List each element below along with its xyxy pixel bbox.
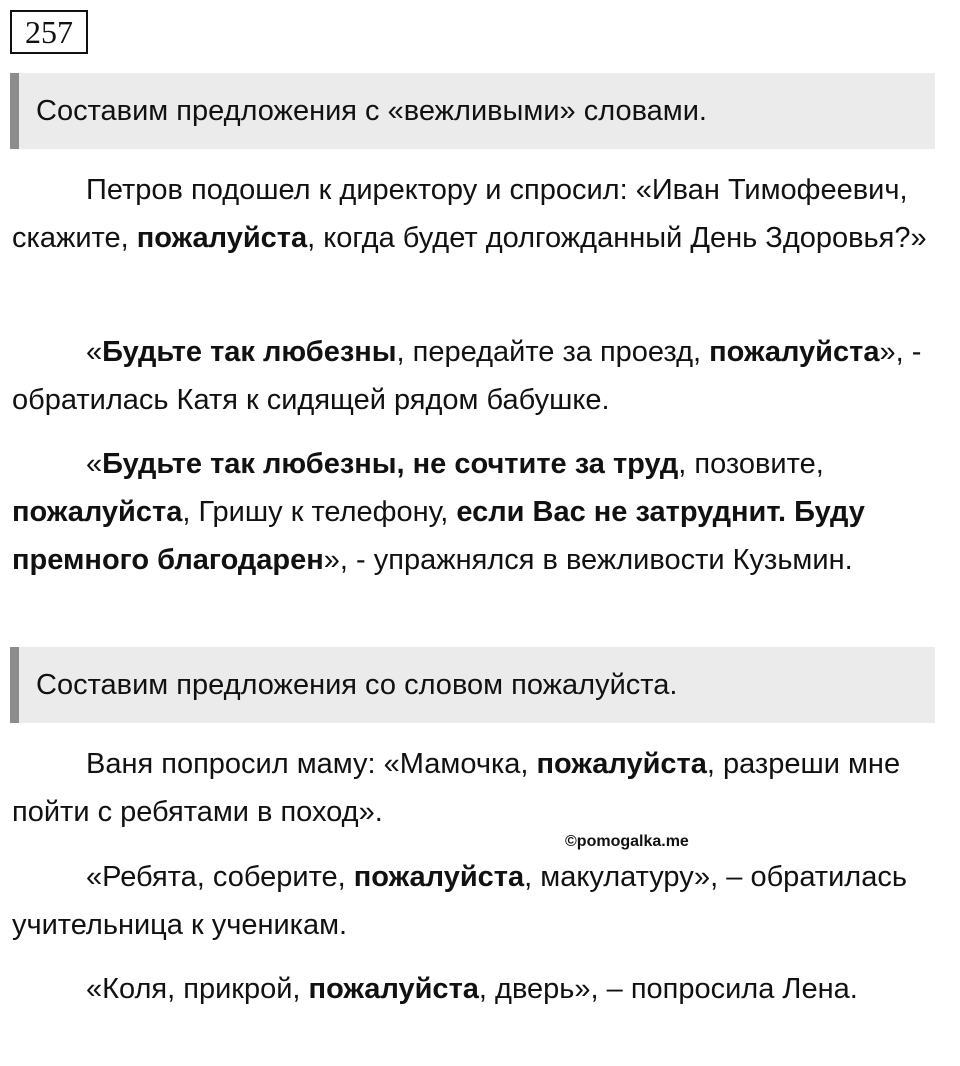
text-run: , когда будет долгожданный День Здоровья?» [307, 222, 927, 254]
watermark: ©pomogalka.me [565, 833, 689, 850]
bold-phrase: пожалуйста [12, 496, 183, 528]
text-run: , дверь», – попросила Лена. [478, 973, 858, 1005]
bold-phrase: Будьте так любезны [102, 336, 397, 368]
text-run: », - упражнялся в вежливости Кузьмин. [323, 544, 853, 576]
text-run: «Коля, прикрой, [86, 973, 309, 1005]
paragraph [12, 166, 948, 262]
text-run: « [86, 448, 103, 480]
bold-phrase: Будьте так любезны, не сочтите за труд [102, 448, 679, 480]
text-run: , позовите, [678, 448, 824, 480]
bold-phrase: если Вас не затруднит. Буду премного благодарен [12, 496, 865, 576]
bold-phrase: пожалуйста [536, 748, 707, 780]
text-run: « [86, 336, 103, 368]
text-run: Ваня попросил маму: «Мамочка, [86, 748, 537, 780]
exercise-number: 257 [10, 10, 88, 54]
section-heading-polite-words: Составим предложения с «вежливыми» словами. [10, 73, 935, 149]
paragraph [12, 853, 948, 949]
bold-phrase: пожалуйста [353, 861, 525, 893]
text-run: «Ребята, соберите, [86, 861, 354, 893]
text-run: , Гришу к телефону, [182, 496, 457, 528]
paragraph [12, 440, 948, 584]
paragraph [12, 328, 948, 424]
text-run: , макулатуру», – обратилась учительница к ученикам. [12, 861, 907, 941]
text-run: , разреши мне пойти с ребятами в поход». [12, 748, 901, 828]
text-run: », - обратилась Катя к сидящей рядом бабушке. [12, 336, 922, 416]
paragraph [12, 965, 948, 1013]
text-run: , передайте за проезд, [396, 336, 710, 368]
bold-phrase: пожалуйста [709, 336, 880, 368]
bold-phrase: пожалуйста [136, 222, 308, 254]
text-run: Петров подошел к директору и спросил: «Иван Тимофеевич, скажите, [12, 174, 908, 254]
paragraph [12, 740, 948, 836]
bold-phrase: пожалуйста [308, 973, 479, 1005]
section-heading-please-word: Составим предложения со словом пожалуйста. [10, 647, 935, 723]
